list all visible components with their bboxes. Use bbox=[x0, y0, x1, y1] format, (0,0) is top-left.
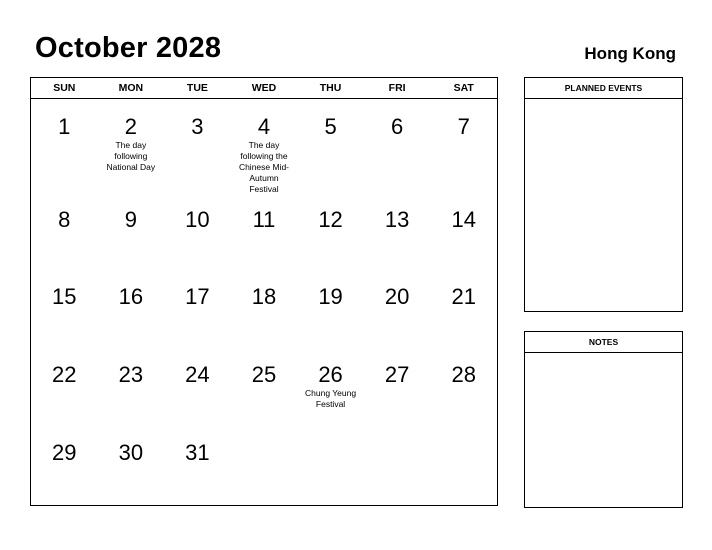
day-cell bbox=[430, 352, 497, 430]
planned-events-title: PLANNED EVENTS bbox=[525, 78, 682, 99]
notes-title: NOTES bbox=[525, 332, 682, 353]
day-number: 18 bbox=[251, 284, 277, 309]
day-cell bbox=[430, 430, 497, 505]
region-label: Hong Kong bbox=[584, 44, 676, 63]
day-cell bbox=[430, 274, 497, 352]
holiday-label: Chung Yeung Festival bbox=[305, 388, 357, 409]
day-cell bbox=[231, 430, 298, 505]
day-number: 16 bbox=[118, 284, 144, 309]
day-cell bbox=[297, 99, 364, 197]
day-cell bbox=[164, 197, 231, 274]
day-number: 27 bbox=[384, 362, 410, 387]
day-cell bbox=[98, 274, 165, 352]
weekday-mon: MON bbox=[118, 82, 144, 94]
holiday-label: The day following National Day bbox=[106, 140, 156, 172]
day-number: 8 bbox=[58, 207, 71, 232]
day-cell bbox=[164, 99, 231, 197]
notes-box bbox=[524, 331, 683, 508]
day-number: 2 bbox=[124, 114, 137, 139]
day-number: 1 bbox=[58, 114, 71, 139]
day-cell bbox=[231, 99, 298, 197]
calendar-week bbox=[31, 274, 497, 352]
calendar-grid bbox=[30, 77, 498, 506]
day-cell bbox=[297, 352, 364, 430]
day-cell bbox=[430, 99, 497, 197]
day-number: 15 bbox=[52, 284, 77, 309]
day-number: 29 bbox=[52, 440, 77, 465]
day-cell bbox=[98, 197, 165, 274]
day-cell bbox=[164, 352, 231, 430]
day-number: 4 bbox=[257, 114, 271, 139]
day-number: 6 bbox=[391, 114, 404, 139]
day-cell bbox=[364, 99, 431, 197]
day-number: 11 bbox=[252, 207, 276, 232]
day-number: 5 bbox=[324, 114, 337, 139]
day-number: 28 bbox=[451, 362, 476, 387]
day-number: 20 bbox=[384, 284, 410, 309]
day-cell bbox=[364, 430, 431, 505]
day-cell bbox=[31, 274, 98, 352]
calendar-weeks bbox=[31, 99, 497, 505]
day-cell bbox=[164, 430, 231, 505]
day-number: 23 bbox=[118, 362, 144, 387]
day-number: 26 bbox=[318, 362, 343, 387]
day-cell bbox=[231, 274, 298, 352]
weekday-tue: TUE bbox=[186, 82, 208, 94]
day-number: 14 bbox=[451, 207, 476, 232]
day-cell bbox=[231, 352, 298, 430]
page-title: October 2028 bbox=[35, 32, 222, 64]
day-number: 7 bbox=[457, 114, 470, 139]
day-cell bbox=[364, 274, 431, 352]
calendar-week bbox=[31, 352, 497, 430]
day-number: 24 bbox=[185, 362, 210, 387]
day-number: 13 bbox=[384, 207, 410, 232]
day-cell bbox=[98, 352, 165, 430]
day-cell bbox=[31, 99, 98, 197]
weekday-fri: FRI bbox=[388, 82, 406, 94]
day-number: 12 bbox=[318, 207, 343, 232]
day-cell bbox=[297, 197, 364, 274]
day-cell bbox=[231, 197, 298, 274]
planned-events-box bbox=[524, 77, 683, 312]
day-number: 31 bbox=[185, 440, 210, 465]
day-cell bbox=[98, 99, 165, 197]
calendar-week bbox=[31, 197, 497, 274]
day-cell bbox=[430, 197, 497, 274]
weekday-header-row bbox=[31, 78, 497, 99]
day-number: 9 bbox=[124, 207, 137, 232]
day-number: 21 bbox=[451, 284, 476, 309]
weekday-sat: SAT bbox=[453, 82, 474, 94]
calendar-week bbox=[31, 430, 497, 505]
day-number: 17 bbox=[185, 284, 210, 309]
day-cell bbox=[31, 197, 98, 274]
calendar-week bbox=[31, 99, 497, 197]
day-cell bbox=[31, 352, 98, 430]
day-number: 22 bbox=[52, 362, 77, 387]
day-number: 10 bbox=[185, 207, 210, 232]
day-number: 19 bbox=[318, 284, 343, 309]
weekday-thu: THU bbox=[319, 82, 342, 94]
day-cell bbox=[98, 430, 165, 505]
day-cell bbox=[297, 274, 364, 352]
day-number: 25 bbox=[251, 362, 277, 387]
weekday-wed: WED bbox=[251, 82, 277, 94]
holiday-label: The day following the Chinese Mid-Autumn Festival bbox=[238, 140, 290, 194]
day-cell bbox=[364, 352, 431, 430]
weekday-sun: SUN bbox=[53, 82, 76, 94]
day-cell bbox=[364, 197, 431, 274]
day-cell bbox=[164, 274, 231, 352]
day-number: 30 bbox=[118, 440, 144, 465]
day-cell bbox=[31, 430, 98, 505]
day-number: 3 bbox=[191, 114, 204, 139]
day-cell bbox=[297, 430, 364, 505]
